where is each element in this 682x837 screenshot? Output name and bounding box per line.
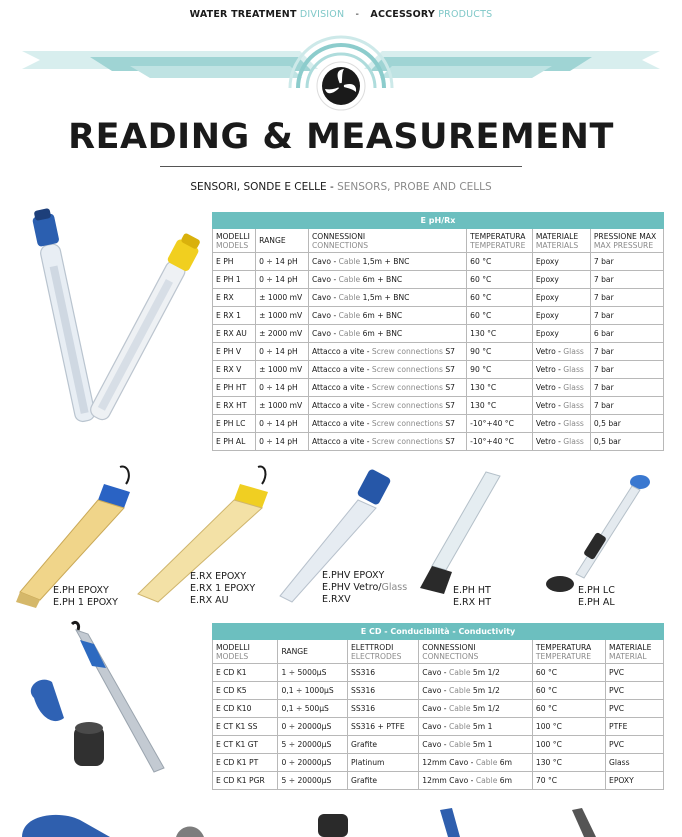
- model-cell: E CD K1 PGR: [213, 772, 278, 790]
- material-cell: Epoxy: [532, 289, 590, 307]
- temperature-cell: 70 °C: [532, 772, 605, 790]
- cd-col-header: ELETTRODI ELECTRODES: [348, 640, 419, 664]
- range-cell: 5 ÷ 20000µS: [278, 772, 348, 790]
- products-bold: ACCESSORY: [370, 9, 435, 20]
- page-subtitle: [0, 181, 682, 193]
- bottom-products-strip: [0, 800, 682, 837]
- model-cell: E CD K5: [213, 682, 278, 700]
- table-row: [213, 271, 664, 289]
- material-cell: Epoxy: [532, 253, 590, 271]
- range-cell: 0,1 ÷ 1000µS: [278, 682, 348, 700]
- table-row: [213, 397, 664, 415]
- table-row: [213, 289, 664, 307]
- range-cell: 0,1 ÷ 500µS: [278, 700, 348, 718]
- table-row: [213, 754, 664, 772]
- material-cell: Vetro - Glass: [532, 415, 590, 433]
- company-logo-icon: [317, 62, 365, 110]
- range-cell: 0 ÷ 20000µS: [278, 718, 348, 736]
- temperature-cell: 100 °C: [532, 718, 605, 736]
- conductivity-probes-image: [14, 618, 204, 798]
- products-light: PRODUCTS: [438, 9, 493, 20]
- temperature-cell: 130 °C: [467, 397, 533, 415]
- connection-cell: 12mm Cavo - Cable 6m: [419, 772, 533, 790]
- cd-col-header: CONNESSIONI CONNECTIONS: [419, 640, 533, 664]
- model-cell: E PH 1: [213, 271, 256, 289]
- model-cell: E RX V: [213, 361, 256, 379]
- table-row: [213, 664, 664, 682]
- header-separator: -: [355, 9, 360, 20]
- connection-cell: Cavo - Cable 5m 1/2: [419, 700, 533, 718]
- model-cell: E RX 1: [213, 307, 256, 325]
- range-cell: ± 1000 mV: [256, 307, 309, 325]
- temperature-cell: 60 °C: [532, 682, 605, 700]
- range-cell: ± 1000 mV: [256, 289, 309, 307]
- material-cell: Vetro - Glass: [532, 361, 590, 379]
- connection-cell: Cavo - Cable 6m + BNC: [308, 325, 466, 343]
- temperature-cell: 60 °C: [467, 253, 533, 271]
- conductivity-table: [212, 623, 664, 790]
- table-row: [213, 415, 664, 433]
- conductivity-table-caption: E CD - Conducibilità - Conductivity: [213, 624, 664, 640]
- probe-e-ph-lc-image: [546, 475, 650, 592]
- range-cell: 0 ÷ 14 pH: [256, 433, 309, 451]
- model-cell: E RX AU: [213, 325, 256, 343]
- range-cell: ± 2000 mV: [256, 325, 309, 343]
- material-cell: Vetro - Glass: [532, 433, 590, 451]
- material-cell: Epoxy: [532, 271, 590, 289]
- temperature-cell: 130 °C: [532, 754, 605, 772]
- ph-rx-table-caption: E pH/Rx: [213, 213, 664, 229]
- table-row: [213, 433, 664, 451]
- subtitle-dash: -: [329, 181, 334, 193]
- range-cell: ± 1000 mV: [256, 397, 309, 415]
- division-bold: WATER TREATMENT: [189, 9, 297, 20]
- connection-cell: Cavo - Cable 1,5m + BNC: [308, 289, 466, 307]
- electrode-cell: Grafite: [348, 736, 419, 754]
- table-row: [213, 307, 664, 325]
- table-row: [213, 718, 664, 736]
- model-cell: E PH V: [213, 343, 256, 361]
- connection-cell: Cavo - Cable 5m 1: [419, 718, 533, 736]
- connection-cell: Attacco a vite - Screw connections S7: [308, 397, 466, 415]
- probe-e-ph-ht-image: [420, 472, 500, 594]
- ph-rx-table: [212, 212, 664, 451]
- connection-cell: Attacco a vite - Screw connections S7: [308, 361, 466, 379]
- probe-label-phv: E.PHV EPOXY E.PHV Vetro/Glass E.RXV: [322, 570, 408, 605]
- temperature-cell: 60 °C: [467, 307, 533, 325]
- range-cell: 0 ÷ 14 pH: [256, 253, 309, 271]
- model-cell: E PH AL: [213, 433, 256, 451]
- pressure-cell: 7 bar: [590, 307, 663, 325]
- connection-cell: Attacco a vite - Screw connections S7: [308, 415, 466, 433]
- material-cell: PVC: [606, 700, 664, 718]
- model-cell: E PH HT: [213, 379, 256, 397]
- model-cell: E PH LC: [213, 415, 256, 433]
- material-cell: PVC: [606, 682, 664, 700]
- cd-col-header: RANGE: [278, 640, 348, 664]
- model-cell: E CD K10: [213, 700, 278, 718]
- pressure-cell: 6 bar: [590, 325, 663, 343]
- connection-cell: Attacco a vite - Screw connections S7: [308, 379, 466, 397]
- probe-label-ph-lc: E.PH LC E.PH AL: [578, 585, 615, 608]
- ph-col-header: CONNESSIONI CONNECTIONS: [308, 229, 466, 253]
- connection-cell: Attacco a vite - Screw connections S7: [308, 343, 466, 361]
- ph-col-header: TEMPERATURA TEMPERATURE: [467, 229, 533, 253]
- material-cell: Glass: [606, 754, 664, 772]
- range-cell: 0 ÷ 20000µS: [278, 754, 348, 772]
- probe-label-ph-ht: E.PH HT E.RX HT: [453, 585, 492, 608]
- division-light: DIVISION: [299, 9, 345, 20]
- material-cell: Vetro - Glass: [532, 397, 590, 415]
- range-cell: 1 ÷ 5000µS: [278, 664, 348, 682]
- pressure-cell: 0,5 bar: [590, 415, 663, 433]
- model-cell: E RX HT: [213, 397, 256, 415]
- electrode-cell: SS316: [348, 700, 419, 718]
- table-row: [213, 700, 664, 718]
- material-cell: PVC: [606, 664, 664, 682]
- temperature-cell: 130 °C: [467, 379, 533, 397]
- pressure-cell: 7 bar: [590, 361, 663, 379]
- probe-label-ph-epoxy: E.PH EPOXY E.PH 1 EPOXY: [53, 585, 118, 608]
- cd-col-header: TEMPERATURA TEMPERATURE: [532, 640, 605, 664]
- connection-cell: Cavo - Cable 6m + BNC: [308, 307, 466, 325]
- model-cell: E RX: [213, 289, 256, 307]
- connection-cell: Cavo - Cable 5m 1/2: [419, 664, 533, 682]
- cd-col-header: MATERIALE MATERIAL: [606, 640, 664, 664]
- ph-rx-probes-image: [6, 205, 206, 455]
- electrode-cell: SS316: [348, 682, 419, 700]
- pressure-cell: 7 bar: [590, 379, 663, 397]
- table-row: [213, 682, 664, 700]
- table-row: [213, 379, 664, 397]
- model-cell: E PH: [213, 253, 256, 271]
- temperature-cell: -10°+40 °C: [467, 415, 533, 433]
- model-cell: E CT K1 GT: [213, 736, 278, 754]
- electrode-cell: SS316: [348, 664, 419, 682]
- electrode-cell: SS316 + PTFE: [348, 718, 419, 736]
- material-cell: Vetro - Glass: [532, 379, 590, 397]
- material-cell: Epoxy: [532, 307, 590, 325]
- range-cell: 0 ÷ 14 pH: [256, 379, 309, 397]
- material-cell: Epoxy: [532, 325, 590, 343]
- temperature-cell: 90 °C: [467, 343, 533, 361]
- connection-cell: Cavo - Cable 1,5m + BNC: [308, 253, 466, 271]
- connection-cell: Cavo - Cable 5m 1/2: [419, 682, 533, 700]
- range-cell: 0 ÷ 14 pH: [256, 415, 309, 433]
- table-row: [213, 253, 664, 271]
- connection-cell: Cavo - Cable 5m 1: [419, 736, 533, 754]
- temperature-cell: 60 °C: [532, 700, 605, 718]
- title-divider: [160, 166, 522, 167]
- model-cell: E CT K1 SS: [213, 718, 278, 736]
- model-cell: E CD K1 PT: [213, 754, 278, 772]
- model-cell: E CD K1: [213, 664, 278, 682]
- electrode-cell: Platinum: [348, 754, 419, 772]
- ph-col-header: MATERIALE MATERIALS: [532, 229, 590, 253]
- pressure-cell: 7 bar: [590, 253, 663, 271]
- temperature-cell: 60 °C: [467, 271, 533, 289]
- probe-label-rx-epoxy: E.RX EPOXY E.RX 1 EPOXY E.RX AU: [190, 571, 256, 606]
- subtitle-en: SENSORS, PROBE AND CELLS: [337, 181, 492, 193]
- table-row: [213, 772, 664, 790]
- material-cell: Vetro - Glass: [532, 343, 590, 361]
- ph-col-header: PRESSIONE MAX MAX PRESSURE: [590, 229, 663, 253]
- subtitle-it: SENSORI, SONDE E CELLE: [190, 181, 327, 193]
- temperature-cell: 60 °C: [467, 289, 533, 307]
- temperature-cell: -10°+40 °C: [467, 433, 533, 451]
- ph-col-header: MODELLI MODELS: [213, 229, 256, 253]
- connection-cell: Attacco a vite - Screw connections S7: [308, 433, 466, 451]
- material-cell: PVC: [606, 736, 664, 754]
- temperature-cell: 90 °C: [467, 361, 533, 379]
- connection-cell: 12mm Cavo - Cable 6m: [419, 754, 533, 772]
- range-cell: ± 1000 mV: [256, 361, 309, 379]
- ph-col-header: RANGE: [256, 229, 309, 253]
- temperature-cell: 100 °C: [532, 736, 605, 754]
- temperature-cell: 130 °C: [467, 325, 533, 343]
- electrode-cell: Grafite: [348, 772, 419, 790]
- table-row: [213, 736, 664, 754]
- range-cell: 0 ÷ 14 pH: [256, 271, 309, 289]
- pressure-cell: 7 bar: [590, 271, 663, 289]
- pressure-cell: 7 bar: [590, 289, 663, 307]
- pressure-cell: 7 bar: [590, 397, 663, 415]
- range-cell: 0 ÷ 14 pH: [256, 343, 309, 361]
- pressure-cell: 7 bar: [590, 343, 663, 361]
- page-title: READING & MEASUREMENT: [68, 117, 614, 157]
- table-row: [213, 325, 664, 343]
- division-header: [0, 9, 682, 20]
- table-row: [213, 361, 664, 379]
- cd-col-header: MODELLI MODELS: [213, 640, 278, 664]
- connection-cell: Cavo - Cable 6m + BNC: [308, 271, 466, 289]
- temperature-cell: 60 °C: [532, 664, 605, 682]
- pressure-cell: 0,5 bar: [590, 433, 663, 451]
- material-cell: EPOXY: [606, 772, 664, 790]
- material-cell: PTFE: [606, 718, 664, 736]
- range-cell: 5 ÷ 20000µS: [278, 736, 348, 754]
- header-banner: [0, 26, 682, 121]
- table-row: [213, 343, 664, 361]
